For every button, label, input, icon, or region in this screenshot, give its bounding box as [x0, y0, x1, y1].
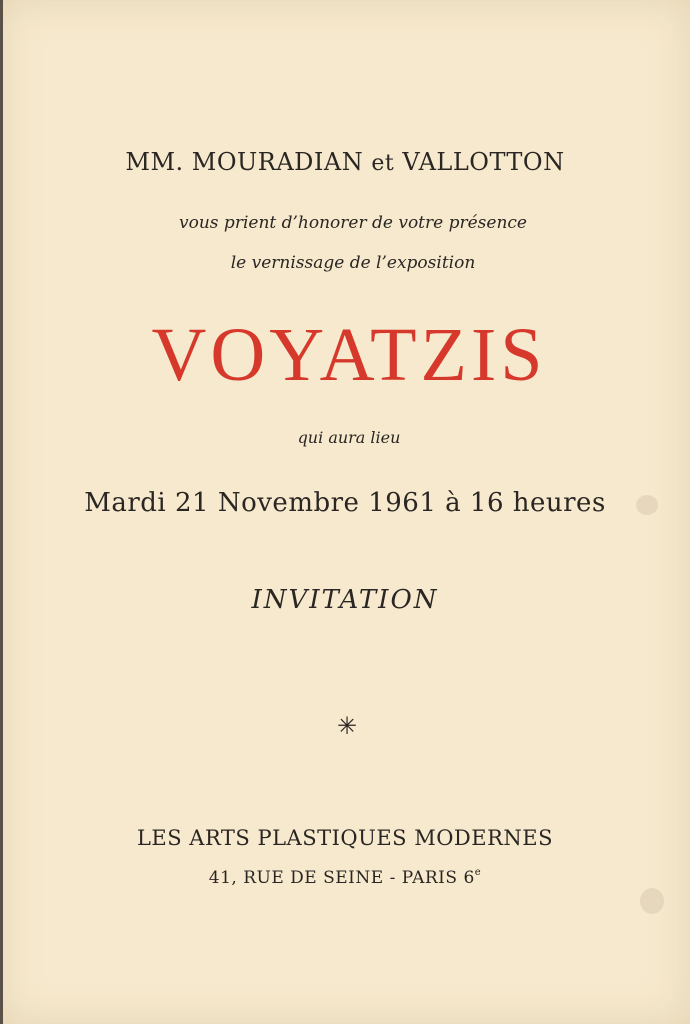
artist-name: VOYATZIS: [151, 313, 547, 397]
invitation-text-line-2: le vernissage de l’exposition: [230, 253, 476, 273]
hosts-suffix: VALLOTTON: [402, 148, 565, 176]
gallery-name: LES ARTS PLASTIQUES MODERNES: [136, 826, 554, 850]
invitation-label: INVITATION: [251, 585, 439, 615]
invitation-text-line-1: vous prient d’honorer de votre présence: [179, 213, 527, 233]
hosts-prefix: MM. MOURADIAN: [125, 148, 364, 176]
address-street: 41, RUE DE SEINE - PARIS 6: [208, 868, 475, 888]
event-intro: qui aura lieu: [297, 428, 401, 447]
gallery-address: [0, 868, 690, 888]
hosts-line: [0, 148, 690, 176]
event-date: Mardi 21 Novembre 1961 à 16 heures: [84, 488, 606, 518]
star-ornament-icon: ✳: [336, 712, 358, 740]
hosts-conjunction: et: [371, 151, 395, 176]
address-superscript: e: [474, 867, 482, 878]
paper-stain: [640, 888, 664, 914]
